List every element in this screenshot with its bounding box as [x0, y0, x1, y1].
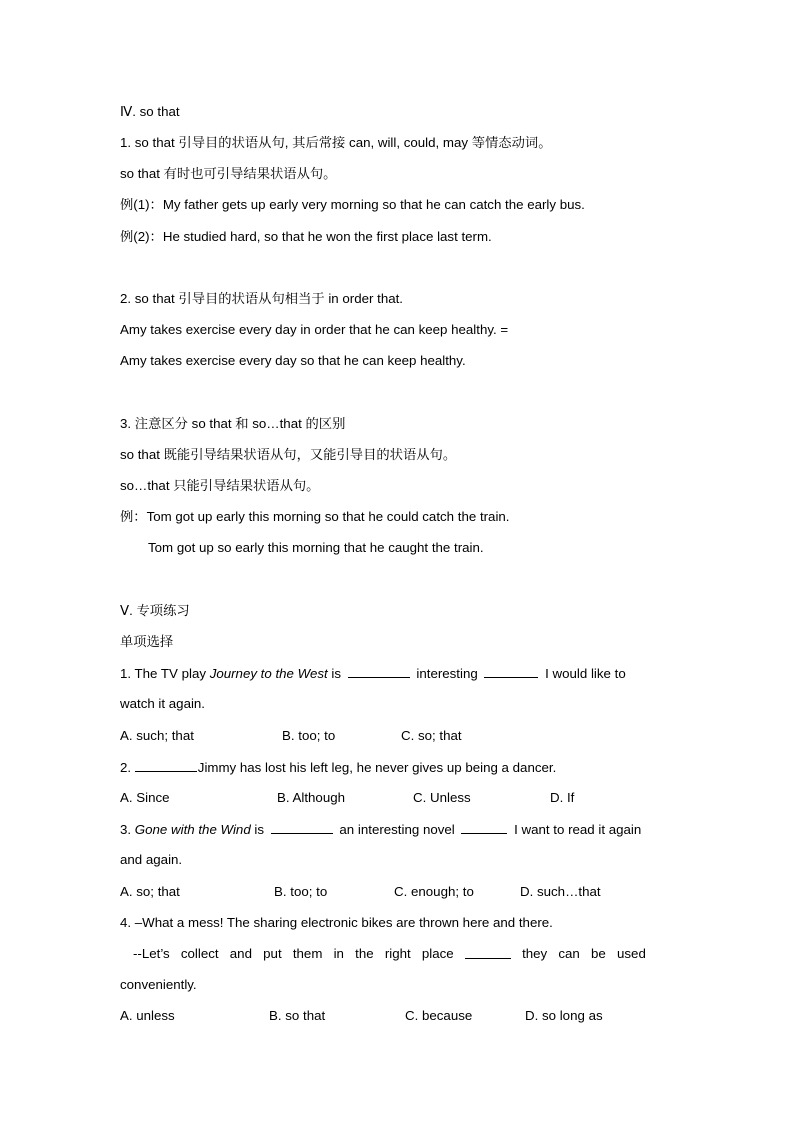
answer-blank[interactable]	[465, 945, 511, 959]
book-title: Gone with the Wind	[134, 822, 251, 837]
option-d[interactable]: D. If	[550, 790, 575, 805]
option-b[interactable]: B. so that	[269, 1008, 326, 1023]
answer-blank[interactable]	[461, 820, 507, 834]
question-1-cont: watch it again.	[120, 696, 206, 711]
option-c[interactable]: C. enough; to	[394, 884, 474, 899]
option-b[interactable]: B. Although	[277, 790, 346, 805]
subheading-single-choice: 单项选择	[120, 634, 174, 649]
rule-3: 3. 注意区分 so that 和 so…that 的区别	[120, 416, 346, 431]
option-c[interactable]: C. so; that	[401, 728, 462, 743]
rule-1-note: so that 有时也可引导结果状语从句。	[120, 166, 337, 181]
example-3: Amy takes exercise every day in order that he can keep healthy. =	[120, 322, 509, 337]
option-a[interactable]: A. so; that	[120, 884, 180, 899]
answer-blank[interactable]	[135, 758, 197, 772]
option-d[interactable]: D. such…that	[520, 884, 601, 899]
question-2: 2. Jimmy has lost his left leg, he never gives up being a dancer.	[120, 760, 557, 775]
example-2: 例(2)：He studied hard, so that he won the first place last term.	[120, 229, 492, 244]
rule-2: 2. so that 引导目的状语从句相当于 in order that.	[120, 291, 404, 306]
example-1: 例(1)：My father gets up early very morning so that he can catch the early bus.	[120, 197, 585, 212]
example-6: Tom got up so early this morning that he caught the train.	[148, 540, 484, 555]
option-a[interactable]: A. Since	[120, 790, 170, 805]
question-1: 1. The TV play Journey to the West is interesting I would like to	[120, 666, 626, 681]
option-c[interactable]: C. Unless	[413, 790, 471, 805]
example-4: Amy takes exercise every day so that he can keep healthy.	[120, 353, 466, 368]
option-b[interactable]: B. too; to	[282, 728, 336, 743]
question-3-cont: and again.	[120, 852, 183, 867]
rule-3-note-1: so that 既能引导结果状语从句，又能引导目的状语从句。	[120, 447, 457, 462]
section-heading-practice: Ⅴ. 专项练习	[120, 603, 190, 618]
option-b[interactable]: B. too; to	[274, 884, 328, 899]
rule-3-note-2: so…that 只能引导结果状语从句。	[120, 478, 320, 493]
book-title: Journey to the West	[209, 666, 328, 681]
example-5: 例：Tom got up early this morning so that he could catch the train.	[120, 509, 510, 524]
option-a[interactable]: A. unless	[120, 1008, 175, 1023]
question-4-cont: conveniently.	[120, 977, 197, 992]
answer-blank[interactable]	[271, 820, 333, 834]
option-a[interactable]: A. such; that	[120, 728, 194, 743]
question-4-line-2: --Let’s collect and put them in the right place they can be used	[133, 946, 646, 961]
option-d[interactable]: D. so long as	[525, 1008, 603, 1023]
question-3: 3. Gone with the Wind is an interesting novel I want to read it again	[120, 822, 642, 837]
rule-1: 1. so that 引导目的状语从句, 其后常接 can, will, could, may 等情态动词。	[120, 135, 552, 150]
section-heading-so-that: Ⅳ. so that	[120, 104, 180, 119]
answer-blank[interactable]	[348, 664, 410, 678]
question-4: 4. –What a mess! The sharing electronic bikes are thrown here and there.	[120, 915, 553, 930]
answer-blank[interactable]	[484, 664, 538, 678]
option-c[interactable]: C. because	[405, 1008, 473, 1023]
